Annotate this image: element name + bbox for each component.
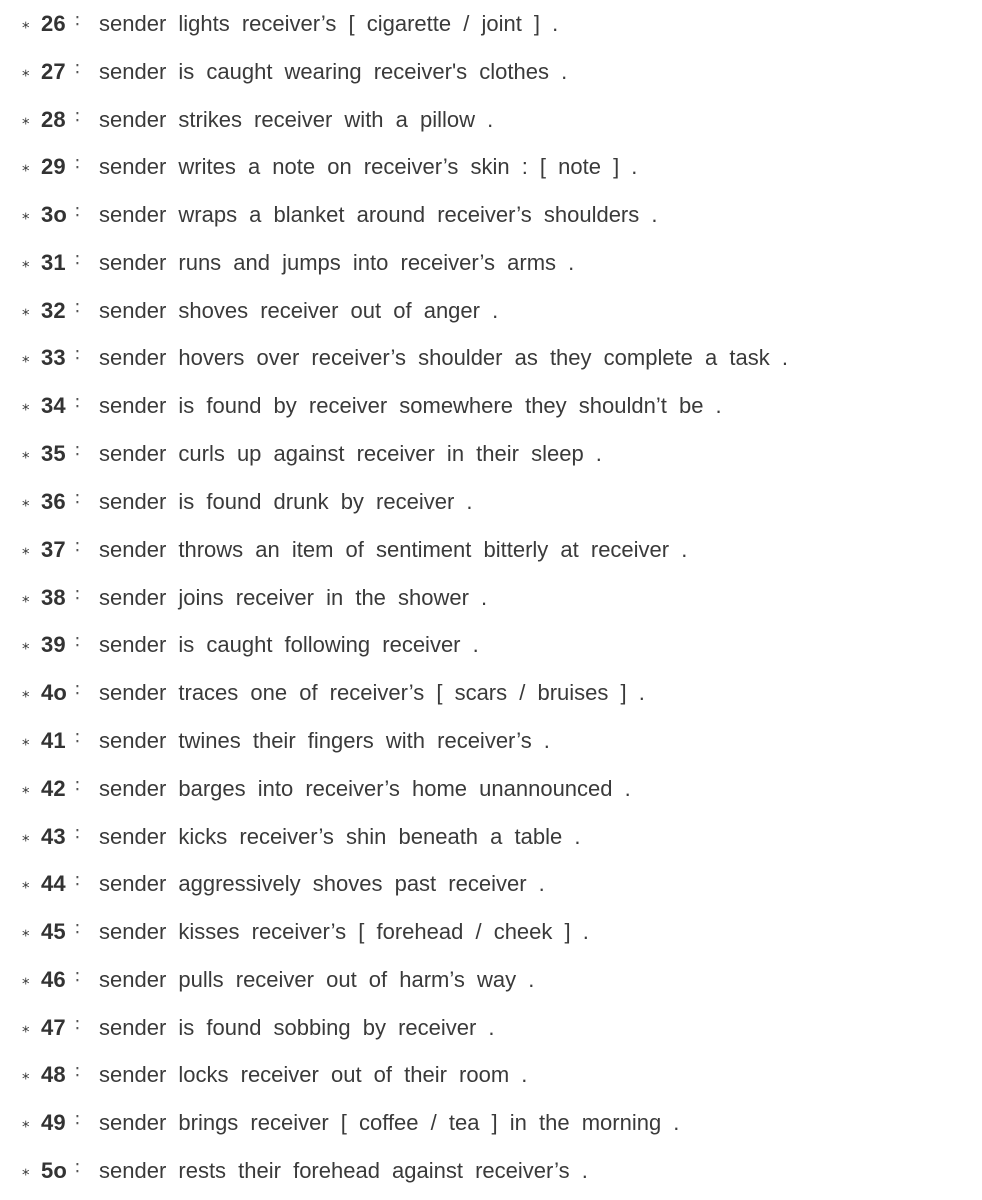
separator: ∶: [75, 441, 80, 461]
asterisk-bullet-icon: ⁎: [22, 684, 30, 701]
list-item: [0, 817, 982, 857]
item-number: 48: [41, 1062, 66, 1087]
asterisk-bullet-icon: ⁎: [22, 63, 30, 80]
asterisk-bullet-icon: ⁎: [22, 780, 30, 797]
item-number: 38: [41, 585, 66, 610]
list-item: [0, 434, 982, 474]
asterisk-bullet-icon: ⁎: [22, 206, 30, 223]
asterisk-bullet-icon: ⁎: [22, 971, 30, 988]
separator: ∶: [75, 1110, 80, 1130]
list-item: [0, 52, 982, 92]
separator: ∶: [75, 728, 80, 748]
asterisk-bullet-icon: ⁎: [22, 732, 30, 749]
item-text: sender kicks receiver’s shin beneath a table .: [99, 824, 581, 849]
separator: ∶: [75, 489, 80, 509]
asterisk-bullet-icon: ⁎: [22, 349, 30, 366]
item-number: 45: [41, 919, 66, 944]
item-text: sender twines their fingers with receiver’s .: [99, 728, 550, 753]
item-number: 35: [41, 441, 66, 466]
list-item: [0, 147, 982, 187]
separator: ∶: [75, 632, 80, 652]
asterisk-bullet-icon: ⁎: [22, 302, 30, 319]
separator: ∶: [75, 824, 80, 844]
list-item: [0, 721, 982, 761]
separator: ∶: [75, 537, 80, 557]
separator: ∶: [75, 11, 80, 31]
item-text: sender is caught wearing receiver's clothes .: [99, 59, 568, 84]
list-item: [0, 530, 982, 570]
item-number: 5o: [41, 1158, 68, 1183]
asterisk-bullet-icon: ⁎: [22, 589, 30, 606]
separator: ∶: [75, 1158, 80, 1178]
separator: ∶: [75, 59, 80, 79]
asterisk-bullet-icon: ⁎: [22, 636, 30, 653]
separator: ∶: [75, 202, 80, 222]
list-item: [0, 386, 982, 426]
item-number: 49: [41, 1110, 66, 1135]
item-text: sender kisses receiver’s [ forehead / cheek ] .: [99, 919, 589, 944]
asterisk-bullet-icon: ⁎: [22, 254, 30, 271]
item-text: sender writes a note on receiver’s skin : [ note ] .: [99, 154, 638, 179]
separator: ∶: [75, 1062, 80, 1082]
separator: ∶: [75, 107, 80, 127]
list-item: [0, 1151, 982, 1191]
item-text: sender locks receiver out of their room .: [99, 1062, 528, 1087]
separator: ∶: [75, 967, 80, 987]
separator: ∶: [75, 345, 80, 365]
item-text: sender strikes receiver with a pillow .: [99, 107, 494, 132]
separator: ∶: [75, 871, 80, 891]
item-number: 27: [41, 59, 66, 84]
separator: ∶: [75, 154, 80, 174]
item-text: sender hovers over receiver’s shoulder as they complete a task .: [99, 345, 788, 370]
separator: ∶: [75, 393, 80, 413]
list-item: [0, 338, 982, 378]
list-item: [0, 100, 982, 140]
list-item: [0, 864, 982, 904]
list-item: [0, 243, 982, 283]
item-number: 34: [41, 393, 66, 418]
separator: ∶: [75, 680, 80, 700]
list-item: [0, 482, 982, 522]
item-number: 37: [41, 537, 66, 562]
item-number: 36: [41, 489, 66, 514]
asterisk-bullet-icon: ⁎: [22, 828, 30, 845]
list-item: [0, 769, 982, 809]
item-number: 46: [41, 967, 66, 992]
item-number: 33: [41, 345, 66, 370]
item-text: sender runs and jumps into receiver’s arms .: [99, 250, 575, 275]
item-number: 44: [41, 871, 66, 896]
item-text: sender shoves receiver out of anger .: [99, 298, 499, 323]
list-item: [0, 912, 982, 952]
item-number: 26: [41, 11, 66, 36]
item-text: sender brings receiver [ coffee / tea ] in the morning .: [99, 1110, 680, 1135]
asterisk-bullet-icon: ⁎: [22, 158, 30, 175]
item-text: sender is found by receiver somewhere they shouldn’t be .: [99, 393, 722, 418]
asterisk-bullet-icon: ⁎: [22, 445, 30, 462]
list-item: [0, 960, 982, 1000]
item-text: sender wraps a blanket around receiver’s shoulders .: [99, 202, 658, 227]
item-number: 4o: [41, 680, 68, 705]
list-item: [0, 578, 982, 618]
asterisk-bullet-icon: ⁎: [22, 1019, 30, 1036]
item-text: sender barges into receiver’s home unannounced .: [99, 776, 631, 801]
asterisk-bullet-icon: ⁎: [22, 397, 30, 414]
item-text: sender traces one of receiver’s [ scars / bruises ] .: [99, 680, 645, 705]
separator: ∶: [75, 250, 80, 270]
item-text: sender lights receiver’s [ cigarette / joint ] .: [99, 11, 559, 36]
item-number: 43: [41, 824, 66, 849]
separator: ∶: [75, 1015, 80, 1035]
item-text: sender rests their forehead against receiver’s .: [99, 1158, 588, 1183]
item-number: 42: [41, 776, 66, 801]
item-text: sender curls up against receiver in their sleep .: [99, 441, 602, 466]
asterisk-bullet-icon: ⁎: [22, 111, 30, 128]
item-text: sender aggressively shoves past receiver .: [99, 871, 545, 896]
item-number: 39: [41, 632, 66, 657]
asterisk-bullet-icon: ⁎: [22, 1114, 30, 1131]
list-item: [0, 291, 982, 331]
list-item: [0, 673, 982, 713]
item-number: 32: [41, 298, 66, 323]
item-text: sender is caught following receiver .: [99, 632, 479, 657]
list-item: [0, 625, 982, 665]
asterisk-bullet-icon: ⁎: [22, 493, 30, 510]
item-text: sender throws an item of sentiment bitterly at receiver .: [99, 537, 688, 562]
separator: ∶: [75, 776, 80, 796]
asterisk-bullet-icon: ⁎: [22, 875, 30, 892]
asterisk-bullet-icon: ⁎: [22, 1066, 30, 1083]
item-number: 31: [41, 250, 66, 275]
item-text: sender pulls receiver out of harm’s way .: [99, 967, 535, 992]
asterisk-bullet-icon: ⁎: [22, 923, 30, 940]
item-text: sender joins receiver in the shower .: [99, 585, 488, 610]
item-number: 47: [41, 1015, 66, 1040]
list-item: [0, 1103, 982, 1143]
list-item: [0, 4, 982, 44]
item-text: sender is found drunk by receiver .: [99, 489, 473, 514]
asterisk-bullet-icon: ⁎: [22, 15, 30, 32]
separator: ∶: [75, 585, 80, 605]
list-item: [0, 1008, 982, 1048]
list-item: [0, 195, 982, 235]
separator: ∶: [75, 919, 80, 939]
separator: ∶: [75, 298, 80, 318]
asterisk-bullet-icon: ⁎: [22, 1162, 30, 1179]
item-number: 28: [41, 107, 66, 132]
item-number: 29: [41, 154, 66, 179]
item-text: sender is found sobbing by receiver .: [99, 1015, 495, 1040]
list-item: [0, 1055, 982, 1095]
item-number: 41: [41, 728, 66, 753]
asterisk-bullet-icon: ⁎: [22, 541, 30, 558]
item-number: 3o: [41, 202, 68, 227]
